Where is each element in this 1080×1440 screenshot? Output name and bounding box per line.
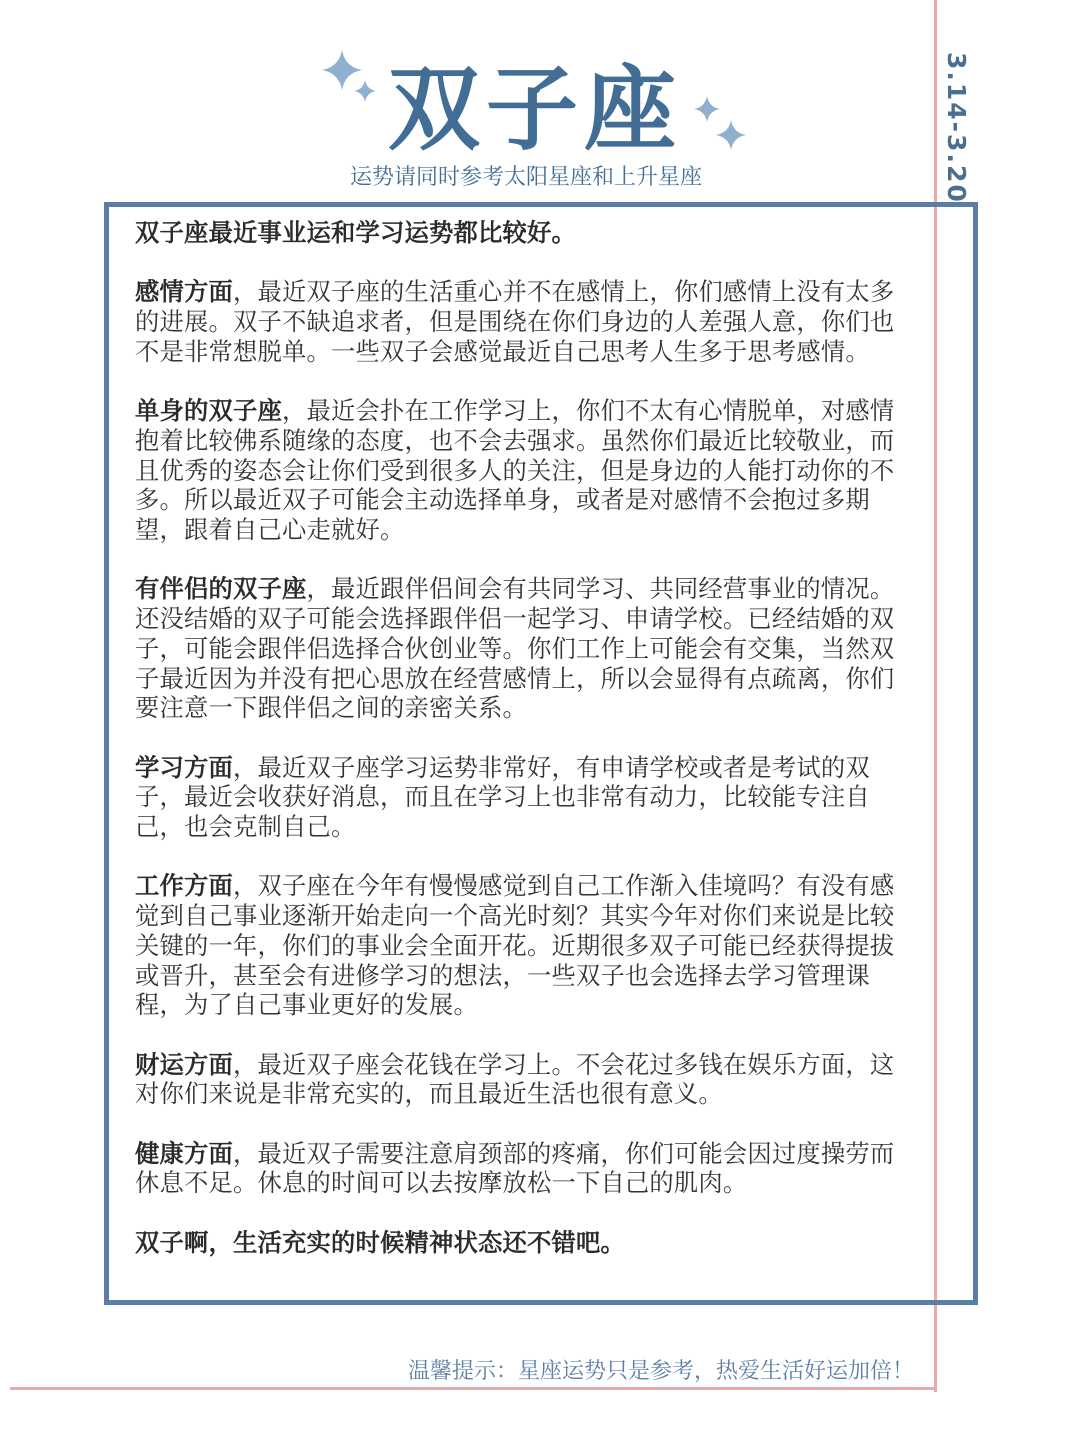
closing-text: 双子啊，生活充实的时候精神状态还不错吧。 bbox=[135, 1227, 625, 1257]
section-text: ，最近双子需要注意肩颈部的疼痛，你们可能会因过度操劳而休息不足。休息的时间可以去按摩放松一下自己的肌肉。 bbox=[135, 1138, 895, 1198]
section-heading: 单身的双子座 bbox=[135, 396, 282, 426]
page-subtitle: 运势请同时参考太阳星座和上升星座 bbox=[349, 165, 702, 190]
section-single bbox=[135, 396, 915, 545]
section-study bbox=[135, 753, 915, 842]
section-heading: 财运方面 bbox=[135, 1049, 233, 1079]
section-work bbox=[135, 871, 915, 1020]
section-heading: 感情方面 bbox=[135, 277, 233, 307]
section-love bbox=[135, 277, 915, 366]
pink-horizontal-line bbox=[10, 1387, 937, 1390]
section-heading: 健康方面 bbox=[135, 1138, 233, 1168]
intro-text: 双子座最近事业运和学习运势都比较好。 bbox=[135, 218, 576, 247]
section-health bbox=[135, 1139, 915, 1198]
horoscope-content bbox=[135, 218, 915, 1287]
date-range: 3.14-3.20 bbox=[942, 52, 971, 204]
page-title: 双子座 bbox=[387, 56, 682, 163]
section-heading: 工作方面 bbox=[135, 871, 233, 901]
section-text: ，最近双子座会花钱在学习上。不会花过多钱在娱乐方面，这对你们来说是非常充实的，而且最近生活也很有意义。 bbox=[135, 1049, 895, 1109]
section-text: ，最近跟伴侣间会有共同学习、共同经营事业的情况。还没结婚的双子可能会选择跟伴侣一起学习、申请学校。已经结婚的双子，可能会跟伴侣选择合伙创业等。你们工作上可能会有交集，当然双子最近因为并没有把心思放在经营感情上，所以会显得有点疏离，你们要注意一下跟伴侣之间的亲密关系。 bbox=[135, 574, 895, 723]
section-heading: 有伴侣的双子座 bbox=[135, 574, 307, 604]
section-text: ，双子座在今年有慢慢感觉到自己工作渐入佳境吗？有没有感觉到自己事业逐渐开始走向一个高光时刻？其实今年对你们来说是比较关键的一年，你们的事业会全面开花。近期很多双子可能已经获得提拔或晋升，甚至会有进修学习的想法，一些双子也会选择去学习管理课程，为了自己事业更好的发展。 bbox=[135, 871, 895, 1020]
section-text: ，最近会扑在工作学习上，你们不太有心情脱单，对感情抱着比较佛系随缘的态度，也不会去强求。虽然你们最近比较敬业，而且优秀的姿态会让你们受到很多人的关注，但是身边的人能打动你的不多。所以最近双子可能会主动选择单身，或者是对感情不会抱过多期望，跟着自己心走就好。 bbox=[135, 396, 895, 544]
section-wealth bbox=[135, 1050, 915, 1109]
section-heading: 学习方面 bbox=[135, 752, 233, 782]
footer-tip: 温馨提示：星座运势只是参考，热爱生活好运加倍！ bbox=[407, 1359, 914, 1384]
section-text: ，最近双子座学习运势非常好，有申请学校或者是考试的双子，最近会收获好消息，而且在学习上也非常有动力，比较能专注自己，也会克制自己。 bbox=[135, 752, 870, 841]
section-partnered bbox=[135, 574, 915, 723]
section-text: ，最近双子座的生活重心并不在感情上，你们感情上没有太多的进展。双子不缺追求者，但是围绕在你们身边的人差强人意，你们也不是非常想脱单。一些双子会感觉最近自己思考人生多于思考感情。 bbox=[135, 277, 895, 366]
